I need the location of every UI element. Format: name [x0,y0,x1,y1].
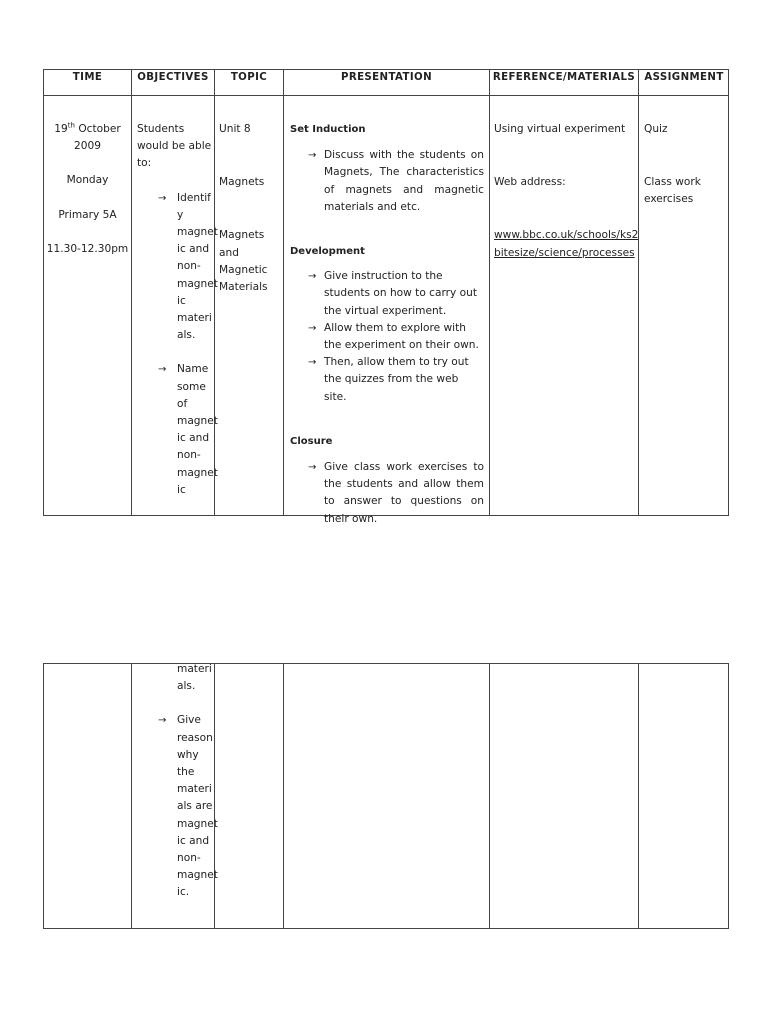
objective-line: magnet [177,817,218,830]
assignment-classwork: Class work [644,176,701,189]
date-year: 2009 [74,140,101,153]
objective-line: non- [177,260,201,273]
arrow-icon: → [158,364,167,376]
header-reference: REFERENCE/MATERIALS [492,72,636,83]
weekday: Monday [66,174,109,187]
arrow-icon: → [308,322,317,334]
presentation-cell [285,121,490,528]
arrow-icon: → [308,357,317,369]
header-objectives: OBJECTIVES [137,72,209,83]
objective-line: magnet [177,415,218,428]
date-month: October [74,123,121,135]
reference-url-link[interactable]: bitesize/science/processes [494,246,635,259]
objective-line: magnet [177,277,218,290]
item-text: Allow them to explore with the experiment on their own. [324,321,479,352]
objective-line: ic [177,294,186,307]
column-divider [283,664,284,928]
objective-line: ic and [177,243,210,256]
objectives-cell-continued [137,661,219,902]
date-line [44,121,131,138]
objective-line: ic [177,483,186,496]
arrow-icon: → [158,192,167,204]
reference-virtual-experiment: Using virtual experiment [494,123,626,135]
topic-subtopic-line: and [219,246,239,259]
objective-line: materi [177,783,212,796]
lesson-plan-table-page1 [43,69,729,525]
assignment-classwork: exercises [644,193,694,206]
objective-item-reason [137,712,219,901]
item-text: Then, allow them to try out the quizzes from the web site. [324,356,469,403]
arrow-icon: → [308,271,317,283]
closure-item [285,459,490,528]
column-divider [489,664,490,928]
header-presentation: PRESENTATION [340,72,433,83]
assignment-quiz: Quiz [644,123,668,135]
column-divider [638,664,639,928]
header-time: TIME [72,72,103,83]
objective-line: reason [177,731,213,744]
topic-unit: Unit 8 [219,123,251,135]
lesson-plan-table-page2 [43,663,729,929]
objective-line: ic. [177,886,190,899]
objectives-intro-line: to: [137,157,152,170]
time-cell [44,121,131,258]
objective-line: Identif [177,191,211,204]
objectives-cell [137,121,219,499]
objective-line: magnet [177,466,218,479]
objective-line: Name [177,363,209,376]
objectives-intro-line: Students [137,123,185,135]
objective-line: non- [177,852,201,865]
item-text: Give instruction to the students on how to carry out the virtual experiment. [324,270,478,317]
objective-line: materi [177,663,212,675]
objective-line: materi [177,312,212,325]
header-assignment: ASSIGNMENT [644,72,724,83]
development-item [285,268,490,320]
assignment-cell [640,121,734,209]
objective-item-name [137,361,219,499]
topic-subtopic-line: Magnets [219,229,265,242]
objective-line: ic and [177,834,210,847]
objective-line: of [177,397,188,410]
topic-subtopic-line: Materials [219,281,268,294]
reference-url-link[interactable]: www.bbc.co.uk/schools/ks2 [494,229,639,242]
objective-line: als. [177,329,196,342]
topic-subtopic-line: Magnetic [219,263,268,276]
objective-item-name-continued [137,661,219,695]
development-item [285,320,490,354]
topic-magnets: Magnets [219,176,265,189]
objective-line: als are [177,800,213,813]
column-divider [131,664,132,928]
reference-web-address-label: Web address: [494,176,566,189]
header-topic: TOPIC [230,72,268,83]
set-induction-heading: Set Induction [290,124,366,135]
objective-item-identify [137,190,219,345]
date-suffix: th [67,121,75,130]
objective-line: the [177,766,195,779]
objectives-intro-line: would be able [137,140,212,153]
development-heading: Development [290,246,365,258]
development-item [285,354,490,406]
objective-line: y [177,208,184,221]
item-text: Discuss with the students on Magnets, The characteristics of magnets and magnetic materials and etc. [324,149,484,213]
objective-line: als. [177,680,196,693]
reference-cell [491,121,642,262]
arrow-icon: → [308,462,317,474]
objective-line: ic and [177,432,210,445]
objective-line: why [177,748,199,761]
column-divider [131,70,132,515]
date-day: 19 [54,123,68,135]
objective-line: magnet [177,226,218,239]
arrow-icon: → [158,715,167,727]
set-induction-item [285,147,490,216]
objective-line: non- [177,449,201,462]
closure-heading: Closure [290,435,333,447]
class-name: Primary 5A [58,208,117,221]
topic-cell [216,121,287,296]
objective-line: Give [177,714,201,727]
objective-line: magnet [177,869,218,882]
arrow-icon: → [308,150,317,162]
objective-line: some [177,380,206,393]
time-period: 11.30-12.30pm [46,242,129,255]
item-text: Give class work exercises to the students and allow them to answer to questions on their own. [324,461,484,525]
